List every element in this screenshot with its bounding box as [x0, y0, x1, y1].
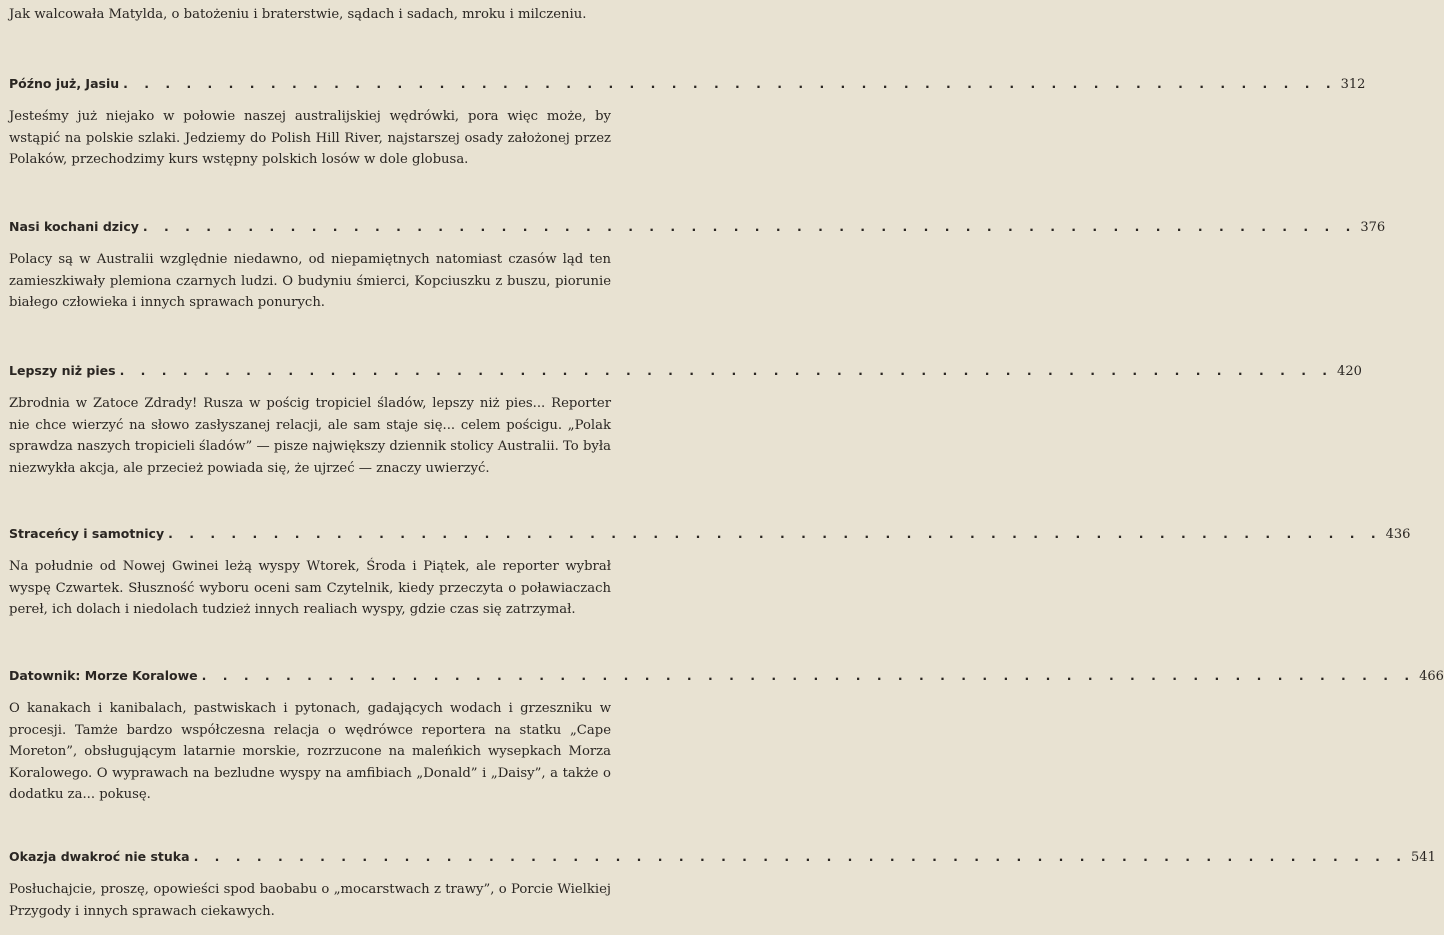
entry-description: Zbrodnia w Zatoce Zdrady! Rusza w pościg tropiciel śladów, lepszy niż pies... Reporter nie chce wierzyć na słowo zasłyszanej relacji, ale sam staje się... celem pościgu. „Polak sprawdza naszych tropicieli śladów” — pisze największy dziennik stolicy Australii. To była niezwykła akcja, ale przecież powiada się, że ujrzeć — znaczy uwierzyć.	[9, 396, 611, 476]
entry-title: Późno już, Jasiu	[9, 76, 120, 91]
entry-description: Jesteśmy już niejako w połowie naszej australijskiej wędrówki, pora więc może, by wstąpić na polskie szlaki. Jedziemy do Polish Hill River, najstarszej osady założonej przez Polaków, przechodzimy kurs wstępny polskich losów w dole globusa.	[9, 109, 611, 167]
entry-heading	[9, 363, 1362, 383]
entry-page-number: 376	[1360, 220, 1386, 235]
entry-page-number: 312	[1340, 77, 1366, 92]
toc-entry	[9, 363, 1362, 492]
toc-entry	[9, 849, 1436, 935]
entry-heading	[9, 849, 1436, 869]
entry-title: Straceńcy i samotnicy	[9, 526, 165, 541]
entry-description: Polacy są w Australii względnie niedawno, od niepamiętnych natomiast czasów ląd ten zamieszkiwały plemiona czarnych ludzi. O budyniu śmierci, Kopciuszku z buszu, piorunie białego człowieka i innych sprawach ponurych.	[9, 252, 611, 310]
entry-title: Nasi kochani dzicy	[9, 219, 139, 234]
dot-leader: . . . . . . . . . . . . . . . . . . . . . . . . . . . . . . . . . . . . . . . . . . . . . . . . . . . . . . . . . .	[142, 219, 1357, 234]
entry-title: Datownik: Morze Koralowe	[9, 668, 198, 683]
dot-leader: . . . . . . . . . . . . . . . . . . . . . . . . . . . . . . . . . . . . . . . . . . . . . . . . . . . . . . . . . .	[168, 526, 1382, 541]
dot-leader: . . . . . . . . . . . . . . . . . . . . . . . . . . . . . . . . . . . . . . . . . . . . . . . . . . . . . . . . . .	[119, 363, 1334, 378]
entry-page-number: 420	[1337, 364, 1362, 379]
entry-description: Na południe od Nowej Gwinei leżą wyspy Wtorek, Środa i Piątek, ale reporter wybrał wyspę Czwartek. Słuszność wyboru oceni sam Czytelnik, kiedy przeczyta o poławiaczach pereł, ich dolach i niedolach tudzież innych realiach wyspy, gdzie czas się zatrzymał.	[9, 559, 611, 617]
dot-leader: . . . . . . . . . . . . . . . . . . . . . . . . . . . . . . . . . . . . . . . . . . . . . . . . . . . . . . . . . .	[123, 76, 1337, 91]
dot-leader: . . . . . . . . . . . . . . . . . . . . . . . . . . . . . . . . . . . . . . . . . . . . . . . . . . . . . . . . . .	[193, 849, 1408, 864]
entry-description: Posłuchajcie, proszę, opowieści spod baobabu o „mocarstwach z trawy”, o Porcie Wielkiej Przygody i innych sprawach ciekawych.	[9, 882, 611, 919]
entry-page-number: 466	[1419, 669, 1444, 684]
entry-heading	[9, 526, 1411, 546]
toc-entry	[9, 76, 1366, 184]
intro-paragraph: Jak walcowała Matylda, o batożeniu i braterstwie, sądach i sadach, mroku i milczeniu.	[9, 7, 587, 22]
entry-heading	[9, 219, 1386, 239]
toc-entry	[9, 219, 1386, 327]
entry-title: Lepszy niż pies	[9, 363, 116, 378]
entry-heading	[9, 76, 1366, 96]
dot-leader: . . . . . . . . . . . . . . . . . . . . . . . . . . . . . . . . . . . . . . . . . . . . . . . . . . . . . . . . . .	[201, 668, 1416, 683]
entry-page-number: 541	[1411, 850, 1436, 865]
toc-entry	[9, 668, 1444, 819]
entry-page-number: 436	[1385, 527, 1411, 542]
entry-description: O kanakach i kanibalach, pastwiskach i pytonach, gadających wodach i grzeszniku w procesji. Tamże bardzo współczesna relacja o wędrówce reportera na statku „Cape Moreton”, obsługującym latarnie morskie, rozrzucone na maleńkich wysepkach Morza Koralowego. O wyprawach na bezludne wyspy na amfibiach „Donald” i „Daisy”, a także o dodatku za... pokusę.	[9, 701, 611, 802]
entry-title: Okazja dwakroć nie stuka	[9, 849, 190, 864]
toc-entry	[9, 526, 1411, 634]
entry-heading	[9, 668, 1444, 688]
